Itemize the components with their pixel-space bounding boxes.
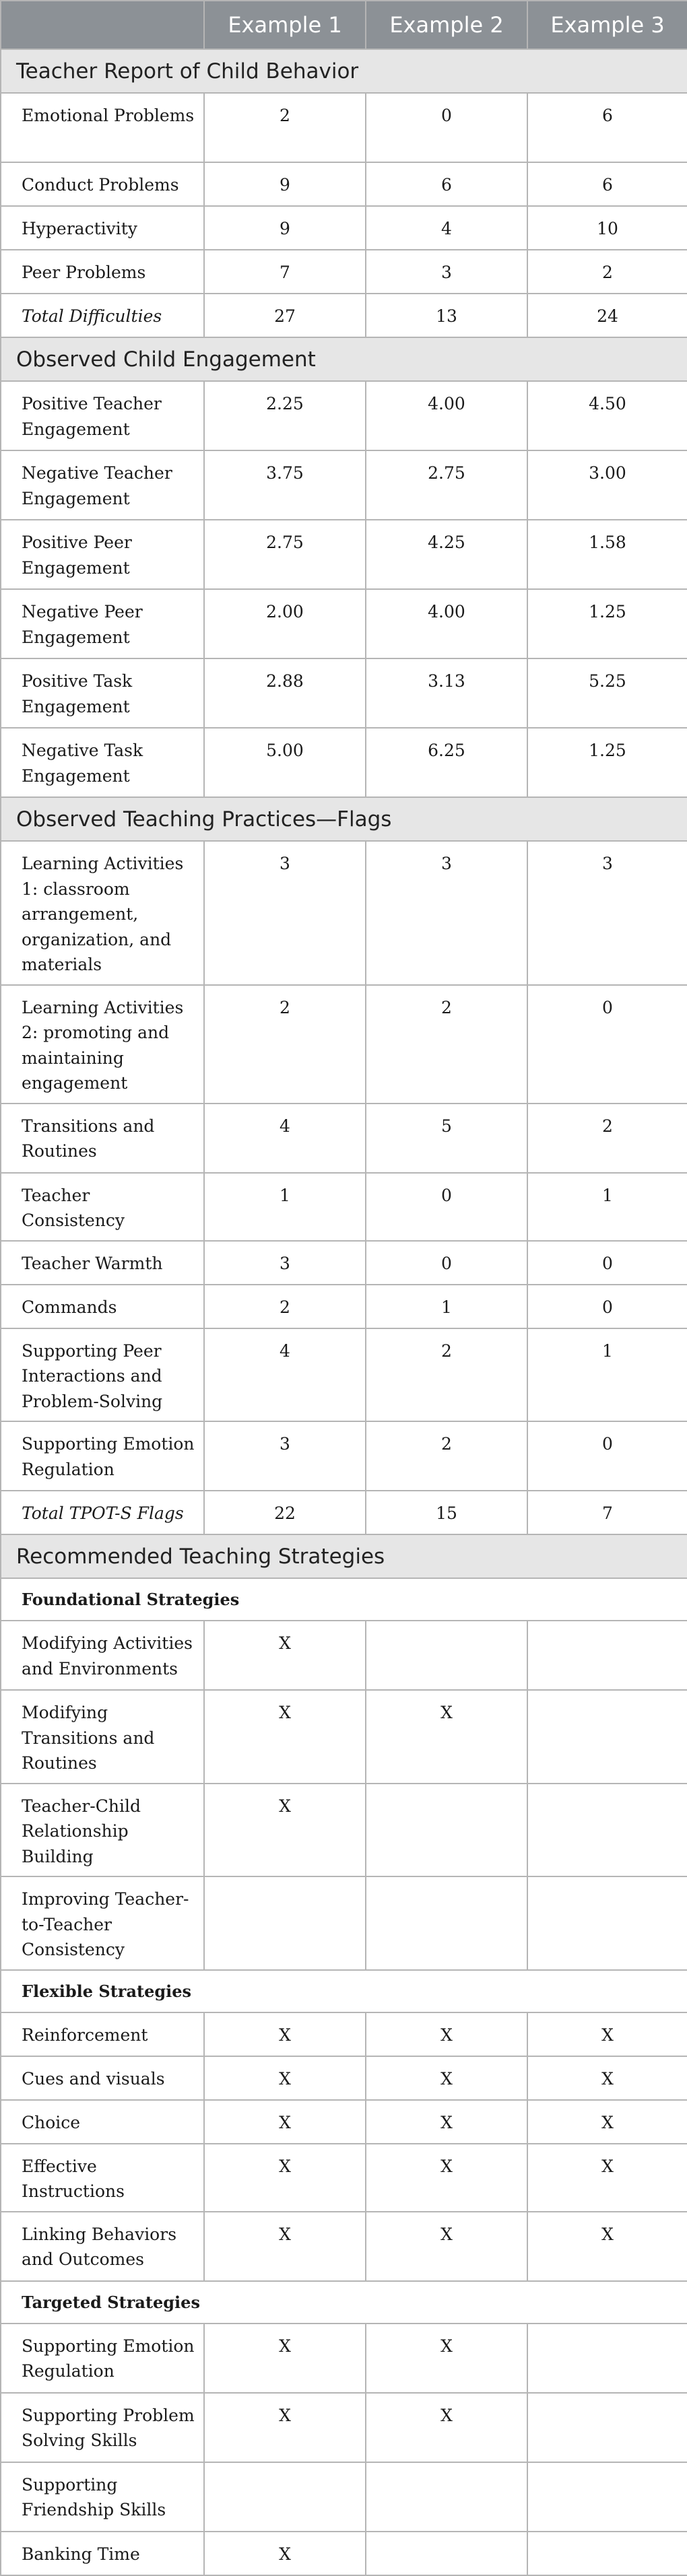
table-row (1, 1285, 687, 1328)
section-row-engagement (1, 337, 687, 381)
row-label: Learning Activities 2: promoting and maintaining engagement (1, 985, 204, 1104)
table-row (1, 1421, 687, 1491)
column-header-example-3: Example 3 (527, 1, 687, 49)
value-cell (366, 1784, 527, 1877)
row-label: Reinforcement (1, 2012, 204, 2056)
table-row (1, 1690, 687, 1784)
value-cell: X (204, 1784, 366, 1877)
value-cell: 1 (366, 1285, 527, 1328)
value-cell: X (204, 2393, 366, 2462)
row-label: Modifying Transitions and Routines (1, 1690, 204, 1784)
value-cell (366, 2462, 527, 2532)
value-cell: 2 (204, 1285, 366, 1328)
row-label: Supporting Friendship Skills (1, 2462, 204, 2532)
value-cell: 22 (204, 1491, 366, 1534)
value-cell: X (366, 2056, 527, 2100)
subheading-row (1, 2281, 687, 2324)
value-cell: 1.58 (527, 520, 687, 589)
value-cell: 5.00 (204, 728, 366, 797)
table-row (1, 1621, 687, 1690)
value-cell: 2 (366, 985, 527, 1104)
value-cell (527, 2532, 687, 2575)
value-cell: 6 (366, 162, 527, 206)
row-label: Supporting Problem Solving Skills (1, 2393, 204, 2462)
row-label: Positive Teacher Engagement (1, 381, 204, 450)
value-cell: 0 (527, 1285, 687, 1328)
table-row (1, 728, 687, 797)
value-cell: 0 (527, 1421, 687, 1491)
value-cell: 2 (204, 93, 366, 162)
value-cell: 6.25 (366, 728, 527, 797)
value-cell: 2.25 (204, 381, 366, 450)
row-label: Negative Task Engagement (1, 728, 204, 797)
row-label: Total Difficulties (1, 294, 204, 337)
value-cell: X (366, 2212, 527, 2281)
value-cell: 2 (204, 985, 366, 1104)
row-label: Supporting Peer Interactions and Problem-Solving (1, 1328, 204, 1422)
value-cell: 7 (204, 250, 366, 294)
value-cell: 1 (527, 1328, 687, 1422)
row-label: Transitions and Routines (1, 1104, 204, 1173)
value-cell: 2.75 (366, 450, 527, 520)
value-cell: 6 (527, 93, 687, 162)
table-row (1, 1876, 687, 1970)
value-cell: 2.75 (204, 520, 366, 589)
row-label: Choice (1, 2100, 204, 2144)
value-cell: 6 (527, 162, 687, 206)
table-row (1, 1328, 687, 1422)
value-cell: 2 (366, 1421, 527, 1491)
table-row (1, 658, 687, 728)
table-row (1, 2212, 687, 2281)
section-row-practices (1, 797, 687, 841)
value-cell: 4 (366, 206, 527, 250)
table-row (1, 250, 687, 294)
value-cell (527, 1876, 687, 1970)
section-title: Observed Child Engagement (1, 337, 687, 381)
table-row (1, 450, 687, 520)
table-row (1, 2144, 687, 2212)
subheading-row (1, 1970, 687, 2012)
table-row (1, 206, 687, 250)
table-row (1, 1784, 687, 1877)
value-cell: 2.00 (204, 589, 366, 658)
table-row (1, 841, 687, 985)
value-cell: 4.25 (366, 520, 527, 589)
value-cell: X (366, 2393, 527, 2462)
row-label: Conduct Problems (1, 162, 204, 206)
row-label: Supporting Emotion Regulation (1, 1421, 204, 1491)
value-cell: X (204, 1621, 366, 1690)
section-title: Teacher Report of Child Behavior (1, 49, 687, 93)
value-cell: 10 (527, 206, 687, 250)
subheading-title: Targeted Strategies (1, 2281, 687, 2324)
row-label: Negative Teacher Engagement (1, 450, 204, 520)
value-cell: X (204, 2532, 366, 2575)
value-cell (366, 1621, 527, 1690)
column-header-example-1: Example 1 (204, 1, 366, 49)
row-label: Positive Task Engagement (1, 658, 204, 728)
value-cell: 13 (366, 294, 527, 337)
value-cell: 3 (366, 250, 527, 294)
row-label: Cues and visuals (1, 2056, 204, 2100)
value-cell: 3.00 (527, 450, 687, 520)
value-cell: 3 (204, 841, 366, 985)
total-row (1, 1491, 687, 1534)
row-label: Emotional Problems (1, 93, 204, 162)
row-label: Hyperactivity (1, 206, 204, 250)
column-header-example-2: Example 2 (366, 1, 527, 49)
row-label: Learning Activities 1: classroom arrangement, organization, and materials (1, 841, 204, 985)
value-cell: X (204, 2056, 366, 2100)
table-row (1, 2393, 687, 2462)
total-row (1, 294, 687, 337)
row-label: Improving Teacher-to-Teacher Consistency (1, 1876, 204, 1970)
row-label: Teacher-Child Relationship Building (1, 1784, 204, 1877)
table-row (1, 93, 687, 162)
row-label: Positive Peer Engagement (1, 520, 204, 589)
section-title: Observed Teaching Practices—Flags (1, 797, 687, 841)
value-cell (366, 2532, 527, 2575)
row-label: Peer Problems (1, 250, 204, 294)
value-cell: 2 (527, 1104, 687, 1173)
value-cell: 9 (204, 206, 366, 250)
value-cell (527, 1784, 687, 1877)
value-cell: 1 (204, 1173, 366, 1241)
value-cell: 4 (204, 1328, 366, 1422)
header-row (1, 1, 687, 49)
value-cell: 4.00 (366, 381, 527, 450)
value-cell: 4.50 (527, 381, 687, 450)
value-cell (204, 2462, 366, 2532)
table-row (1, 520, 687, 589)
value-cell: 24 (527, 294, 687, 337)
value-cell: 5 (366, 1104, 527, 1173)
value-cell: 7 (527, 1491, 687, 1534)
subheading-title: Flexible Strategies (1, 1970, 687, 2012)
value-cell: 3 (366, 841, 527, 985)
table-row (1, 1173, 687, 1241)
value-cell (527, 2462, 687, 2532)
row-label: Negative Peer Engagement (1, 589, 204, 658)
value-cell: 3 (204, 1241, 366, 1285)
table-row (1, 2012, 687, 2056)
value-cell: X (204, 1690, 366, 1784)
subheading-title: Foundational Strategies (1, 1578, 687, 1621)
value-cell: 15 (366, 1491, 527, 1534)
value-cell: X (527, 2144, 687, 2212)
value-cell: 0 (366, 93, 527, 162)
value-cell: X (366, 2100, 527, 2144)
table-row (1, 589, 687, 658)
value-cell: 1.25 (527, 589, 687, 658)
value-cell (527, 1621, 687, 1690)
row-label: Banking Time (1, 2532, 204, 2575)
value-cell (204, 1876, 366, 1970)
value-cell: 3.13 (366, 658, 527, 728)
header-corner-cell (1, 1, 204, 49)
value-cell: X (204, 2324, 366, 2393)
value-cell: 0 (366, 1241, 527, 1285)
table-row (1, 2324, 687, 2393)
table-row (1, 2056, 687, 2100)
value-cell: X (366, 1690, 527, 1784)
value-cell: X (204, 2012, 366, 2056)
value-cell: 3 (204, 1421, 366, 1491)
value-cell: 9 (204, 162, 366, 206)
value-cell: 1 (527, 1173, 687, 1241)
table-row (1, 1241, 687, 1285)
row-label: Total TPOT-S Flags (1, 1491, 204, 1534)
value-cell: X (527, 2100, 687, 2144)
row-label: Commands (1, 1285, 204, 1328)
value-cell: X (366, 2144, 527, 2212)
table-row (1, 985, 687, 1104)
value-cell: 5.25 (527, 658, 687, 728)
table-row (1, 381, 687, 450)
table-row (1, 2100, 687, 2144)
value-cell (366, 1876, 527, 1970)
row-label: Teacher Consistency (1, 1173, 204, 1241)
value-cell: X (366, 2012, 527, 2056)
table-row (1, 2532, 687, 2575)
value-cell: 0 (527, 985, 687, 1104)
value-cell: X (527, 2212, 687, 2281)
value-cell: X (204, 2212, 366, 2281)
value-cell: 2 (366, 1328, 527, 1422)
section-title: Recommended Teaching Strategies (1, 1534, 687, 1578)
value-cell (527, 2393, 687, 2462)
value-cell: X (527, 2012, 687, 2056)
section-row-behavior (1, 49, 687, 93)
value-cell: 27 (204, 294, 366, 337)
row-label: Modifying Activities and Environments (1, 1621, 204, 1690)
value-cell: 4.00 (366, 589, 527, 658)
value-cell (527, 2324, 687, 2393)
section-row-strategies (1, 1534, 687, 1578)
value-cell: 0 (527, 1241, 687, 1285)
value-cell: 3 (527, 841, 687, 985)
value-cell: 1.25 (527, 728, 687, 797)
value-cell: 2 (527, 250, 687, 294)
row-label: Linking Behaviors and Outcomes (1, 2212, 204, 2281)
value-cell: 4 (204, 1104, 366, 1173)
table-row (1, 2462, 687, 2532)
value-cell: 3.75 (204, 450, 366, 520)
table-row (1, 1104, 687, 1173)
value-cell: 2.88 (204, 658, 366, 728)
row-label: Teacher Warmth (1, 1241, 204, 1285)
value-cell (527, 1690, 687, 1784)
value-cell: X (366, 2324, 527, 2393)
row-label: Supporting Emotion Regulation (1, 2324, 204, 2393)
value-cell: X (527, 2056, 687, 2100)
subheading-row (1, 1578, 687, 1621)
row-label: Effective Instructions (1, 2144, 204, 2212)
table-row (1, 162, 687, 206)
value-cell: X (204, 2100, 366, 2144)
value-cell: 0 (366, 1173, 527, 1241)
value-cell: X (204, 2144, 366, 2212)
